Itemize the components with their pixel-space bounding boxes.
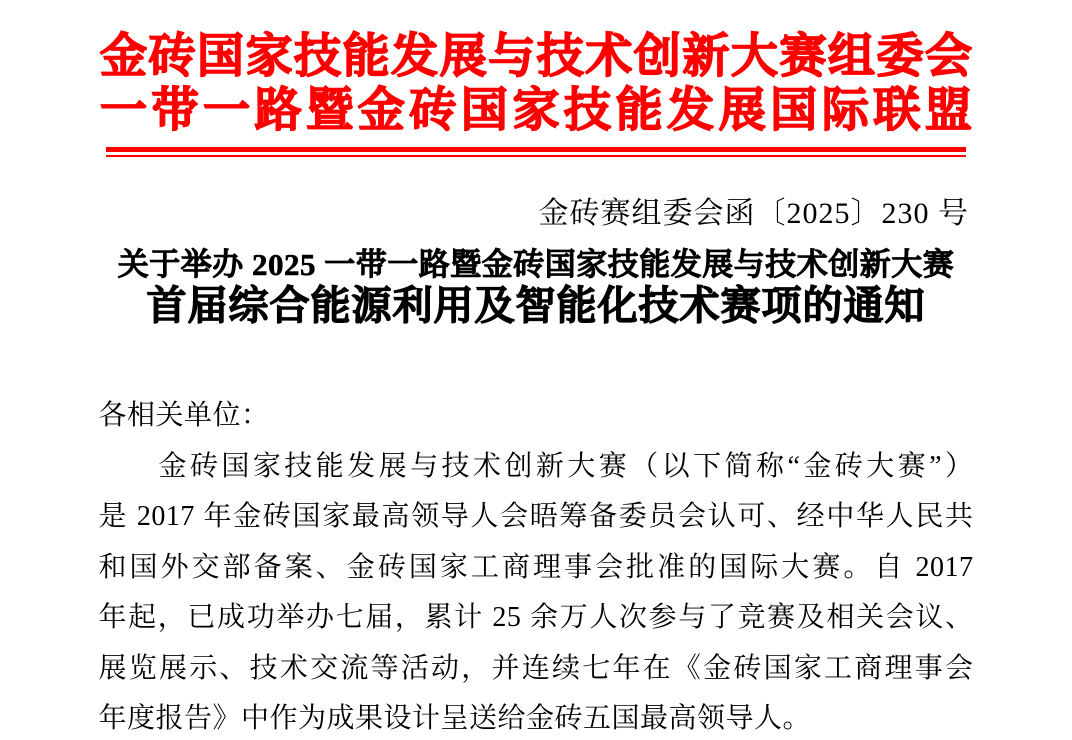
notice-title-line-2: 首届综合能源利用及智能化技术赛项的通知 xyxy=(146,283,926,328)
paragraph-line: 是 2017 年金砖国家最高领导人会晤筹备委员会认可、经中华人民共 xyxy=(98,501,974,532)
paragraph-line: 年起，已成功举办七届，累计 25 余万人次参与了竞赛及相关会议、 xyxy=(98,602,974,633)
paragraph-line: 金砖国家技能发展与技术创新大赛（以下简称“金砖大赛”） xyxy=(158,450,974,482)
letterhead-divider xyxy=(106,147,966,157)
document-body xyxy=(99,391,974,740)
paragraph-line: 年度报告》中作为成果设计呈送给金砖五国最高领导人。 xyxy=(98,703,812,734)
paragraph-line: 和国外交部备案、金砖国家工商理事会批准的国际大赛。自 2017 xyxy=(98,551,974,583)
org-name-line-2: 一带一路暨金砖国家技能发展国际联盟 xyxy=(100,85,972,137)
divider-thin-line xyxy=(106,155,966,157)
notice-title xyxy=(0,246,1072,329)
paragraph-line: 展览展示、技术交流等活动，并连续七年在《金砖国家工商理事会 xyxy=(98,652,974,684)
notice-title-line-1: 关于举办 2025 一带一路暨金砖国家技能发展与技术创新大赛 xyxy=(117,247,955,282)
letterhead xyxy=(100,0,972,157)
org-name-line-1: 金砖国家技能发展与技术创新大赛组委会 xyxy=(100,31,972,83)
salutation: 各相关单位： xyxy=(98,400,270,431)
document-reference-number: 金砖赛组委会函〔2025〕230 号 xyxy=(538,197,969,230)
